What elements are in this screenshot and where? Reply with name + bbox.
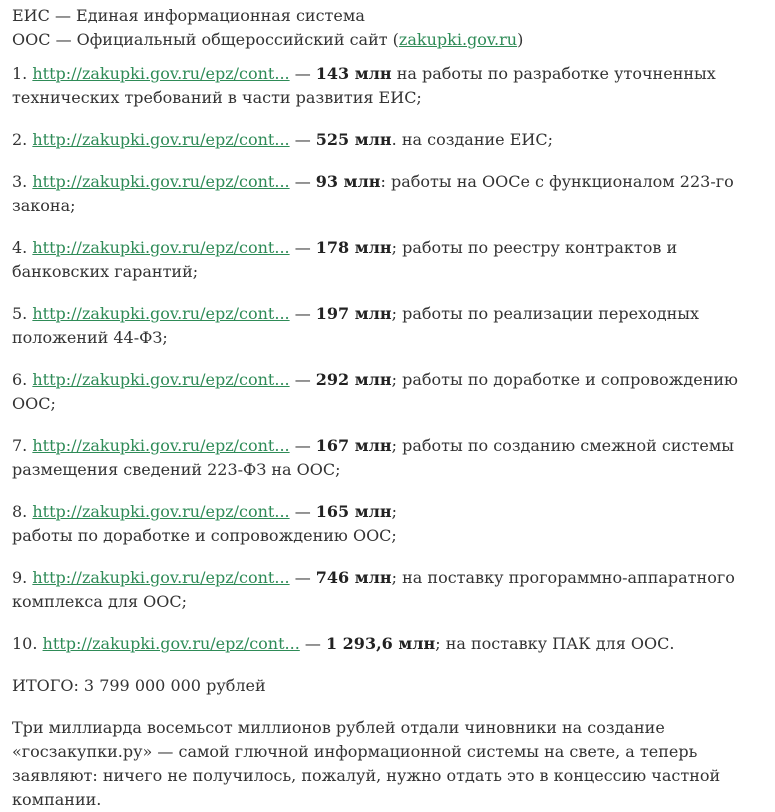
contract-amount: 167 млн [315,436,392,455]
list-item [12,128,757,152]
contract-description-line2: работы по доработке и сопровождению ООС; [12,526,397,545]
item-number: 4. [12,238,28,257]
definition-oos [12,28,757,52]
contract-amount: 197 млн [315,304,392,323]
zakupki-site-link[interactable]: zakupki.gov.ru [398,30,518,49]
list-item [12,368,757,416]
contract-description: ; работы по созданию смежной системы размещения сведений 223-ФЗ на ООС; [12,436,734,479]
contract-description: ; на поставку прогораммно-аппаратного комплекса для ООС; [12,568,735,611]
contract-link[interactable]: http://zakupki.gov.ru/epz/cont... [42,634,300,653]
item-number: 9. [12,568,28,587]
item-dash: — [289,502,316,521]
contract-link[interactable]: http://zakupki.gov.ru/epz/cont... [32,64,290,83]
list-item [12,632,757,656]
item-number: 5. [12,304,28,323]
item-dash: — [289,64,316,83]
item-number: 3. [12,172,28,191]
list-item [12,434,757,482]
contract-link[interactable]: http://zakupki.gov.ru/epz/cont... [32,130,290,149]
contract-amount: 1 293,6 млн [325,634,436,653]
list-item [12,302,757,350]
contract-description: ; работы по реализации переходных положений 44-ФЗ; [12,304,700,347]
contract-description: ; [391,502,398,521]
item-dash: — [289,172,316,191]
contract-amount: 143 млн [315,64,392,83]
contract-description: : работы на ООСе с функционалом 223-го закона; [12,172,734,215]
list-item [12,62,757,110]
item-dash: — [289,568,316,587]
contract-link[interactable]: http://zakupki.gov.ru/epz/cont... [32,238,290,257]
total-amount: ИТОГО: 3 799 000 000 рублей [12,676,266,695]
item-number: 7. [12,436,28,455]
item-number: 1. [12,64,28,83]
item-dash: — [289,370,316,389]
item-number: 8. [12,502,28,521]
contract-description: . на создание ЕИС; [391,130,553,149]
contract-description: ; работы по реестру контрактов и банковских гарантий; [12,238,678,281]
contract-amount: 525 млн [315,130,392,149]
item-number: 2. [12,130,28,149]
contract-link[interactable]: http://zakupki.gov.ru/epz/cont... [32,502,290,521]
item-dash: — [289,436,316,455]
item-dash: — [289,304,316,323]
contract-link[interactable]: http://zakupki.gov.ru/epz/cont... [32,436,290,455]
contract-description: на работы по разработке уточненных технических требований в части развития ЕИС; [12,64,716,107]
list-item [12,500,757,548]
definition-oos-prefix: ООС — Официальный общероссийский сайт ( [12,30,399,49]
item-dash: — [289,238,316,257]
list-item [12,566,757,614]
contract-link[interactable]: http://zakupki.gov.ru/epz/cont... [32,304,290,323]
conclusion-paragraph: Три миллиарда восемьсот миллионов рублей отдали чиновники на создание «госзакупки.ру» — самой глючной информационной системы на свете, а теперь заявляют: ничего не получилось, пожалуй, нужно отдать это в концессию частной компании. [12,718,721,809]
contract-amount: 178 млн [315,238,392,257]
list-item [12,236,757,284]
item-number: 10. [12,634,38,653]
contract-description: ; на поставку ПАК для ООС. [435,634,675,653]
contract-amount: 746 млн [315,568,392,587]
definition-eis: ЕИС — Единая информационная система [12,6,365,25]
contract-link[interactable]: http://zakupki.gov.ru/epz/cont... [32,370,290,389]
definition-oos-suffix: ) [517,30,524,49]
item-number: 6. [12,370,28,389]
contract-link[interactable]: http://zakupki.gov.ru/epz/cont... [32,568,290,587]
contract-link[interactable]: http://zakupki.gov.ru/epz/cont... [32,172,290,191]
item-dash: — [299,634,326,653]
contracts-list [12,62,757,656]
list-item [12,170,757,218]
contract-amount: 292 млн [315,370,392,389]
contract-description: ; работы по доработке и сопровождению ООС; [12,370,738,413]
definitions-block [12,4,757,52]
contract-amount: 165 млн [315,502,392,521]
item-dash: — [289,130,316,149]
contract-amount: 93 млн [315,172,381,191]
